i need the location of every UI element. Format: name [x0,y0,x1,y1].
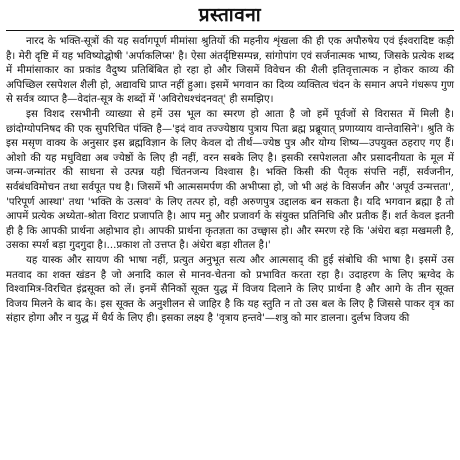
body-text [6,35,454,327]
title-block [6,0,454,30]
title-underline [6,30,454,31]
paragraph: यह यास्क और सायण की भाषा नहीं, प्रत्युत अनुभूत सत्य और आत्मसाद् की हुई संबोधि की भाषा है। इसमें उस मतवाद का शक्त खंडन है जो अनादि काल से मानव-चेतना को प्रभावित करता रहा है। उदाहरण के लिए ऋग्वेद के विश्वामित्र-विरचित इंद्रसूक्त को लें। इनमें सैनिकों सूक्त युद्ध में विजय दिलाने के लिए प्रार्थना है और आगे के तीन सूक्त विजय मिलने के बाद के। इस सूक्त के अनुशीलन से जाहिर है कि यह स्तुति न तो उस बल के लिए है जिससे पाकर वृत्र का संहार होगा और न युद्ध में धैर्य के लिए ही। इसका लक्ष्य है 'वृत्राय हन्तवे'—शत्रु को मार डालना। दुर्लभ विजय की [6,254,454,325]
page-title: प्रस्तावना [198,4,262,26]
paragraph: इस विशद रसभीनी व्याख्या से हमें उस भूल का स्मरण हो आता है जो हमें पूर्वजों से विरासत में मिली है। छांदोग्योपनिषद की एक सुपरिचित पंक्ति है—'इदं वाव तज्ज्येष्ठाय पुत्राय पिता ब्रह्म प्रब्रूयात् प्रणाय्याय वान्तेवासिने'। श्रुति के इस मसृण वाक्य के अनुसार इस ब्रह्मविज्ञान के लिए केवल दो तीर्थ—ज्येष्ठ पुत्र और योग्य शिष्य—उपयुक्त ठहराए गए हैं। ओशो की यह मधुविद्या अब ज्येष्ठों के लिए ही नहीं, वरन सबके लिए है। इसकी रसपेशलता और प्रसादनीयता के मूल में जन्म-जन्मांतर की साधना से उत्पन्न यही चिंतनजन्य विश्वास है। भक्ति किसी की पैतृक संपत्ति नहीं, सर्वजनीन, सर्वबंधविमोचन तथा सर्वपूत पथ है। जिसमें भी आत्मसमर्पण की अभीप्सा हो, जो भी अहं के विसर्जन और 'अपूर्व उन्मत्तता', 'परिपूर्ण आस्था' तथा 'भक्ति के उत्सव' के लिए तत्पर हो, वही अरुणपुत्र उद्दालक बन सकता है। यदि भगवान ब्रह्मा है तो आपमें प्रत्येक अध्येता-श्रोता विराट प्रजापति है। आप मनु और प्रजावर्ग के संयुक्त प्रतिनिधि और प्रतीक हैं। शर्त केवल इतनी ही है कि आपकी प्रार्थना अहोभाव हो। आपकी प्रार्थना कृतज्ञता का उच्छ्वास हो। और स्मरण रहे कि 'अंधेरा बड़ा मखमली है, उसका स्पर्श बड़ा गुदगुदा है।...प्रकाश तो उत्तप्त है। अंधेरा बड़ा शीतल है।' [6,108,454,252]
paragraph: नारद के भक्ति-सूत्रों की यह सर्वागपूर्ण मीमांसा श्रुतियों की महनीय शृंखला की ही एक अपौरुषेय एवं ईश्वरादिष्ट कड़ी है। मेरी दृष्टि में यह भविष्योद्घोषी 'अर्पाकलिप्स' है। ऐसा अंतर्दृष्टिसम्पन्न, सांगोपांग एवं सर्जनात्मक भाष्य, जिसके प्रत्येक शब्द में मीमांसाकार का प्रकांड वैदुष्य प्रतिबिंबित हो रहा हो और जिसमें विवेचन की शैली इतिवृत्तात्मक न होकर काव्य की अपिच्छिल रसपेशल शैली हो, अद्यावधि प्राप्त नहीं हुआ। इसमें भगवान का दिव्य व्यक्तित्व चंदन के समान अपने गंधरूप गुण से सर्वत्र व्याप्त है—वेदांत-सूत्र के शब्दों में 'अविरोधश्चंदनवत्' ही समझिए। [6,36,454,106]
